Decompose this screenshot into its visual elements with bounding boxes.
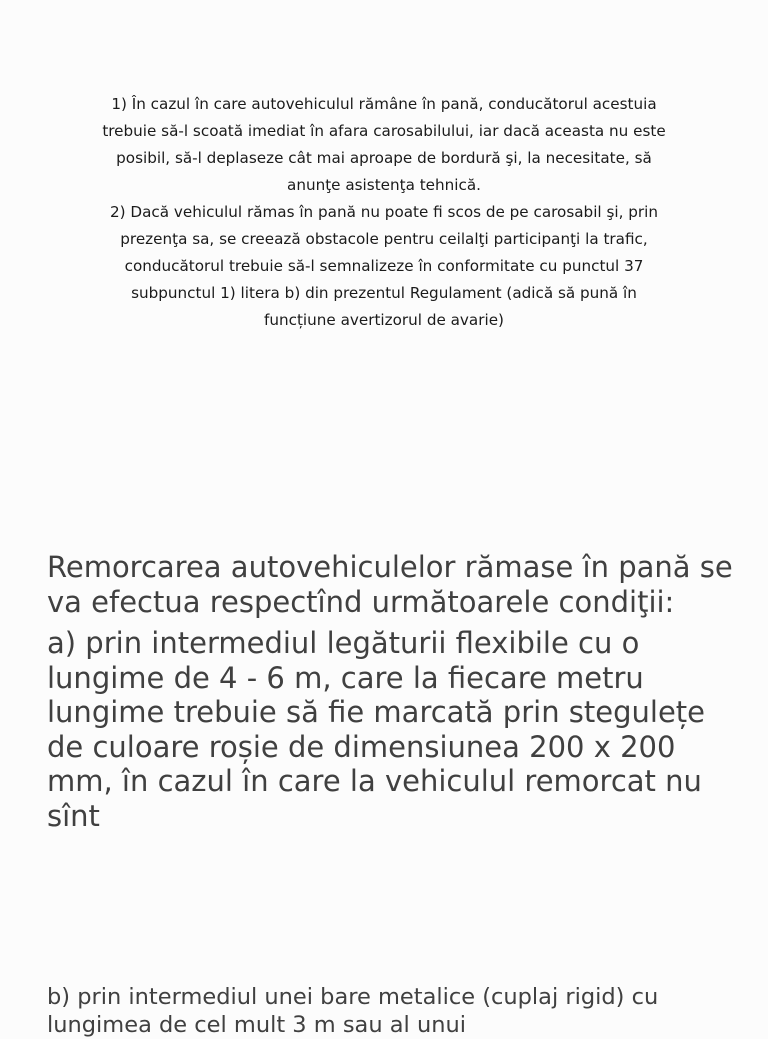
towing-condition-a: a) prin intermediul legăturii flexibile cu o lungime de 4 - 6 m, care la fiecare metru lungime trebuie să fie marcată prin stegulețe de culoare roșie de dimensiunea 200 x 200 mm, în cazul în care la vehiculul remorcat nu sînt — [47, 626, 706, 833]
rule-point-2: 2) Dacă vehiculul rămas în pană nu poate fi scos de pe carosabil şi, prin prezenţa sa, se creează obstacole pentru ceilalţi participanţi la trafic, conducătorul trebuie să-l semnalizeze în conformitate cu punctul 37 subpunctul 1) litera b) din prezentul Regulament (adică să pună în funcțiune avertizorul de avarie) — [110, 203, 658, 329]
towing-condition-b-section — [47, 983, 737, 1039]
rule-point-1: 1) În cazul în care autovehiculul rămâne în pană, conducătorul acestuia trebuie să-l scoată imediat în afara carosabilului, iar dacă aceasta nu este posibil, să-l deplaseze cât mai aproape de bordură şi, la necesitate, să anunţe asistenţa tehnică. — [102, 95, 666, 194]
breakdown-rules-section — [98, 91, 670, 334]
towing-conditions-section — [47, 550, 737, 833]
towing-heading: Remorcarea autovehiculelor rămase în pană se va efectua respectînd următoarele condiţii: — [47, 550, 733, 619]
towing-condition-b: b) prin intermediul unei bare metalice (cuplaj rigid) cu lungimea de cel mult 3 m sau al unui — [47, 984, 659, 1038]
